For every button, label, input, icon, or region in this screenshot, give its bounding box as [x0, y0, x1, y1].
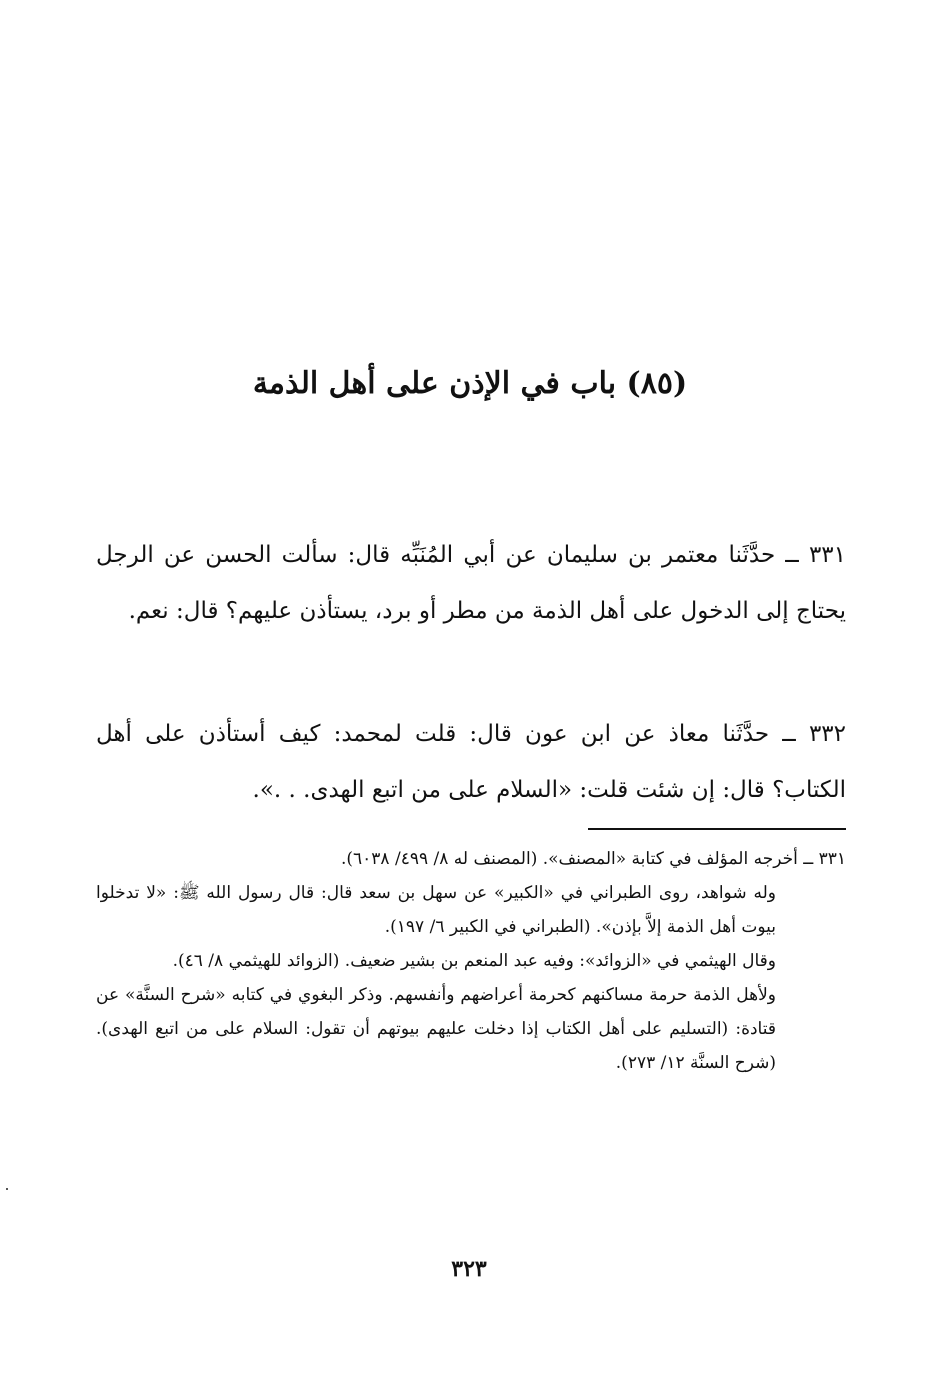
footnote-paragraph-baghawi: ولأهل الذمة حرمة مساكنهم كحرمة أعراضهم وأنفسهم. وذكر البغوي في كتابه «شرح السنَّة» عن قتادة: (التسليم على أهل الكتاب إذا دخلت عليهم بيوتهم أن تقول: السلام على من اتبع الهدى). (شرح السنَّة ١٢/ ٢٧٣).: [96, 985, 776, 1073]
footnote-paragraph-haythami: وقال الهيثمي في «الزوائد»: وفيه عبد المنعم بن بشير ضعيف. (الزوائد للهيثمي ٨/ ٤٦).: [172, 951, 776, 971]
footnote-331-source: ٣٣١ ــ أخرجه المؤلف في كتابة «المصنف». (المصنف له ٨/ ٤٩٩/ ٦٠٣٨).: [340, 849, 846, 869]
hadith-331: ٣٣١ ــ حدَّثَنا معتمر بن سليمان عن أبي المُنَبِّه قال: سألت الحسن عن الرجل يحتاج إلى الدخول على أهل الذمة من مطر أو برد، يستأذن عليهم؟ قال: نعم.: [96, 542, 846, 624]
scan-speck: [6, 1188, 8, 1190]
hadith-332: ٣٣٢ ــ حدَّثَنا معاذ عن ابن عون قال: قلت لمحمد: كيف أستأذن على أهل الكتاب؟ قال: إن شئت قلت: «السلام على من اتبع الهدى. . .».: [96, 721, 846, 803]
footnote-paragraph-tabarani: وله شواهد، روى الطبراني في «الكبير» عن سهل بن سعد قال: قال رسول الله ﷺ: «لا تدخلوا بيوت أهل الذمة إلاَّ بإذن». (الطبراني في الكبير ٦/ ١٩٧).: [96, 883, 776, 937]
footnote-divider: [588, 828, 846, 830]
chapter-title: (٨٥) باب في الإذن على أهل الذمة: [252, 366, 688, 401]
footnotes: [96, 842, 846, 1080]
page-number: ٣٢٣: [451, 1256, 487, 1282]
